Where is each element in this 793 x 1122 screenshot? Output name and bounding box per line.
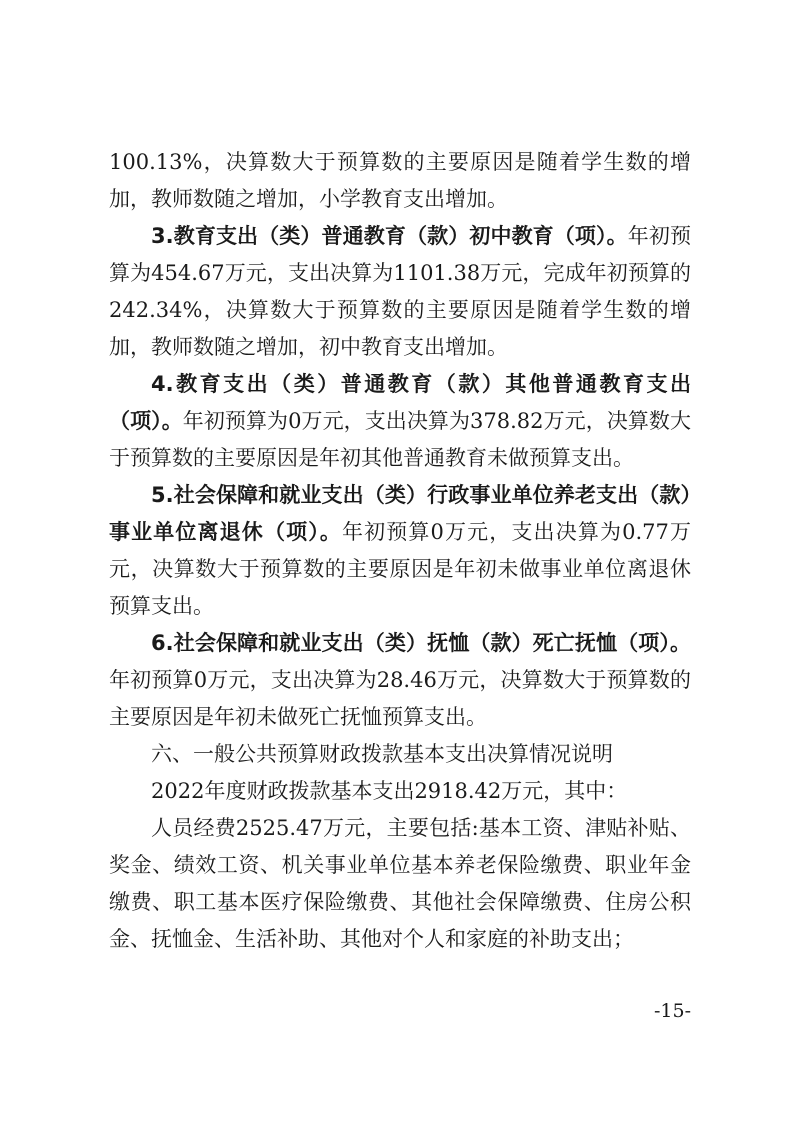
section-heading: 六、一般公共预算财政拨款基本支出决算情况说明 bbox=[151, 742, 613, 766]
item-title: 4.教育支出（类）普通教育（款）其他普通教育支出（项）。 bbox=[109, 372, 691, 433]
paragraph-text: 100.13%，决算数大于预算数的主要原因是随着学生数的增加，教师数随之增加，小学教育支出增加。 bbox=[109, 150, 691, 211]
document-body bbox=[109, 144, 691, 958]
paragraph-personnel-expenses: 人员经费2525.47万元，主要包括:基本工资、津贴补贴、奖金、绩效工资、机关事业单位基本养老保险缴费、职业年金缴费、职工基本医疗保险缴费、其他社会保障缴费、住房公积金、抚恤金、生活补助、其他对个人和家庭的补助支出； bbox=[109, 816, 691, 951]
paragraph-other-general-education bbox=[109, 366, 691, 477]
item-text: 年初预算为454.67万元，支出决算为1101.38万元，完成年初预算的242.34%，决算数大于预算数的主要原因是随着学生数的增加，教师数随之增加，初中教育支出增加。 bbox=[109, 224, 691, 359]
paragraph-junior-middle-education bbox=[109, 218, 691, 366]
page-number: -15- bbox=[653, 1000, 691, 1022]
paragraph-death-pension bbox=[109, 625, 691, 736]
item-text: 年初预算0万元，支出决算为28.46万元，决算数大于预算数的主要原因是年初未做死亡抚恤预算支出。 bbox=[109, 668, 691, 729]
item-title: 6.社会保障和就业支出（类）抚恤（款）死亡抚恤（项）。 bbox=[151, 631, 691, 655]
paragraph-institution-retirement bbox=[109, 477, 691, 625]
item-text: 年初预算为0万元，支出决算为378.82万元，决算数大于预算数的主要原因是年初其他普通教育未做预算支出。 bbox=[109, 409, 691, 470]
paragraph-basic-expenditure-total: 2022年度财政拨款基本支出2918.42万元，其中： bbox=[151, 779, 628, 803]
item-title: 3.教育支出（类）普通教育（款）初中教育（项）。 bbox=[151, 224, 628, 248]
item-text: 年初预算0万元，支出决算为0.77万元，决算数大于预算数的主要原因是年初未做事业单位离退休预算支出。 bbox=[109, 520, 691, 618]
paragraph-primary-education-continued bbox=[109, 144, 691, 218]
item-title: 5.社会保障和就业支出（类）行政事业单位养老支出（款）事业单位离退休（项）。 bbox=[109, 483, 691, 544]
